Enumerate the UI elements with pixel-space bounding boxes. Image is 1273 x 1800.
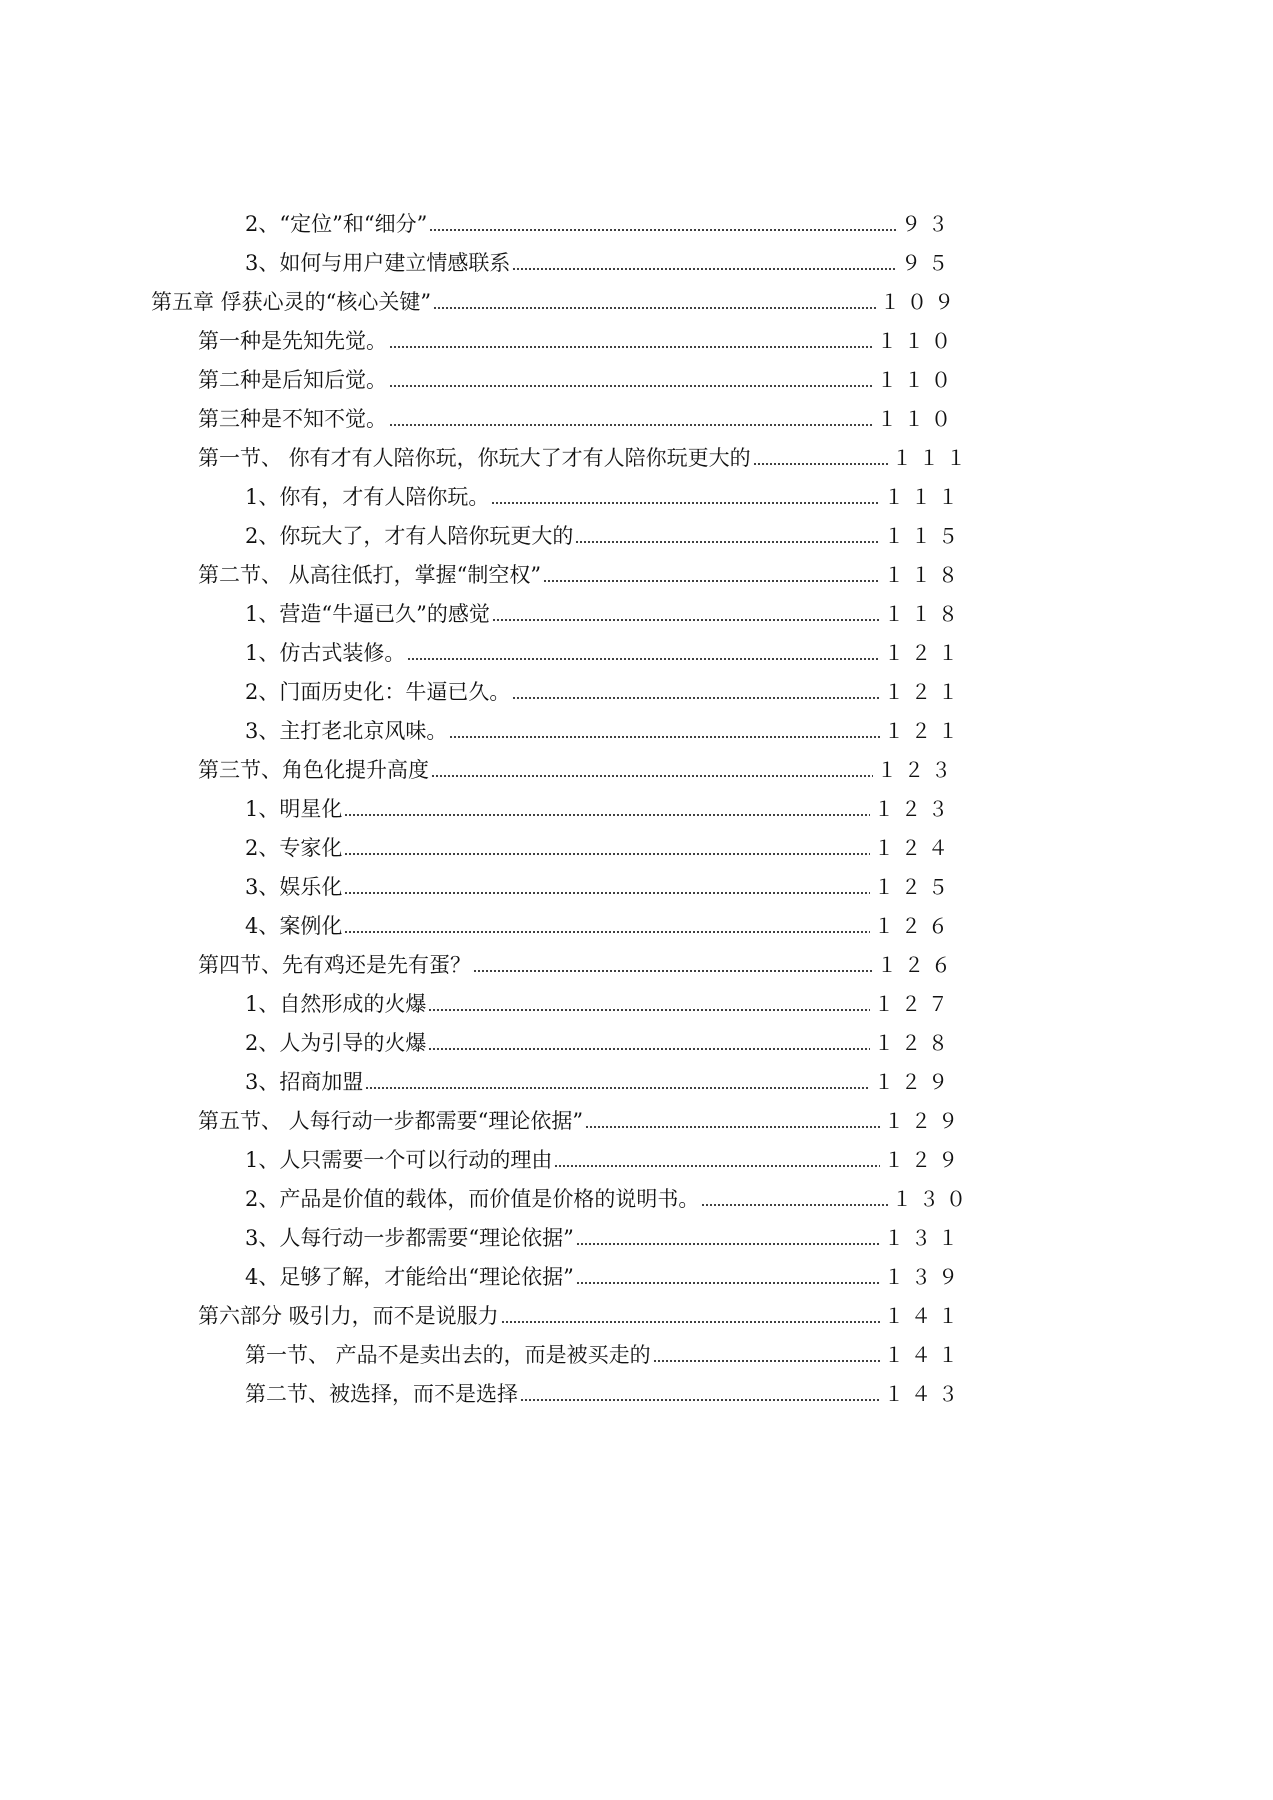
dot-leader <box>428 1009 870 1011</box>
toc-page-number: １４１ <box>884 1304 965 1328</box>
dot-leader <box>389 385 873 387</box>
toc-entry[interactable] <box>245 244 955 278</box>
dot-leader <box>520 1399 880 1401</box>
dot-leader <box>512 268 897 270</box>
dot-leader <box>576 1243 880 1245</box>
dot-leader <box>491 502 880 504</box>
toc-entry-title: 4、案例化 <box>245 914 343 938</box>
toc-entry[interactable] <box>198 556 965 590</box>
toc-entry-title: 4、足够了解，才能给出“理论依据” <box>245 1265 574 1289</box>
toc-entry-title: 第二节、被选择，而不是选择 <box>245 1382 518 1406</box>
toc-page-number: １１５ <box>884 524 965 548</box>
toc-entry[interactable] <box>245 517 965 551</box>
toc-entry-title: 2、人为引导的火爆 <box>245 1031 427 1055</box>
toc-page-number: １１８ <box>884 563 965 587</box>
dot-leader <box>701 1204 888 1206</box>
toc-page-number: １２１ <box>884 641 965 665</box>
toc-entry[interactable] <box>245 1180 973 1214</box>
toc-entry[interactable] <box>198 751 958 785</box>
toc-entry-title: 3、娱乐化 <box>245 875 343 899</box>
toc-entry[interactable] <box>198 946 958 980</box>
toc-page-number: １１０ <box>877 407 958 431</box>
dot-leader <box>575 541 880 543</box>
toc-entry-title: 1、仿古式装修。 <box>245 641 406 665</box>
toc-entry-title: 3、人每行动一步都需要“理论依据” <box>245 1226 574 1250</box>
dot-leader <box>389 346 873 348</box>
toc-entry[interactable] <box>198 322 958 356</box>
toc-entry[interactable] <box>245 907 955 941</box>
toc-page-number: １２９ <box>884 1148 965 1172</box>
toc-entry-title: 第三节、角色化提升高度 <box>198 758 429 782</box>
toc-entry-title: 1、明星化 <box>245 797 343 821</box>
toc-page-number: １１１ <box>892 446 973 470</box>
toc-entry-title: 3、如何与用户建立情感联系 <box>245 251 511 275</box>
toc-entry[interactable] <box>245 712 965 746</box>
toc-page-number: １１１ <box>884 485 965 509</box>
dot-leader <box>753 463 888 465</box>
toc-page-number: １２５ <box>874 875 955 899</box>
dot-leader <box>543 580 880 582</box>
toc-entry-title: 第五章 俘获心灵的“核心关键” <box>151 290 432 314</box>
toc-entry[interactable] <box>245 868 955 902</box>
toc-page-number: １２６ <box>874 914 955 938</box>
toc-page-number: １２１ <box>884 719 965 743</box>
toc-page-number: １１０ <box>877 329 958 353</box>
toc-entry-title: 1、你有，才有人陪你玩。 <box>245 485 490 509</box>
toc-page-number: １０９ <box>880 290 961 314</box>
dot-leader <box>653 1360 880 1362</box>
toc-entry-title: 1、人只需要一个可以行动的理由 <box>245 1148 553 1172</box>
toc-page-number: ９３ <box>901 212 955 236</box>
dot-leader <box>431 775 873 777</box>
dot-leader <box>554 1165 880 1167</box>
toc-page-number: １３０ <box>892 1187 973 1211</box>
toc-entry-title: 第二种是后知后觉。 <box>198 368 387 392</box>
toc-entry-title: 3、主打老北京风味。 <box>245 719 448 743</box>
toc-entry-title: 2、你玩大了，才有人陪你玩更大的 <box>245 524 574 548</box>
toc-entry[interactable] <box>198 400 958 434</box>
toc-page-number: １２４ <box>874 836 955 860</box>
toc-entry-title: 2、“定位”和“细分” <box>245 212 428 236</box>
toc-entry-title: 第一种是先知先觉。 <box>198 329 387 353</box>
toc-entry[interactable] <box>198 361 958 395</box>
toc-entry[interactable] <box>198 1102 965 1136</box>
toc-entry-title: 1、营造“牛逼已久”的感觉 <box>245 602 490 626</box>
toc-page-number: １１８ <box>884 602 965 626</box>
toc-entry-title: 第三种是不知不觉。 <box>198 407 387 431</box>
dot-leader <box>407 658 880 660</box>
toc-page-number: １２６ <box>877 953 958 977</box>
dot-leader <box>585 1126 880 1128</box>
toc-page-number: １２７ <box>874 992 955 1016</box>
toc-entry-title: 第四节、先有鸡还是先有蛋？ <box>198 953 471 977</box>
toc-entry-title: 第五节、 人每行动一步都需要“理论依据” <box>198 1109 584 1133</box>
toc-page-number: １４１ <box>884 1343 965 1367</box>
toc-entry-title: 第六部分 吸引力，而不是说服力 <box>198 1304 499 1328</box>
dot-leader <box>344 814 870 816</box>
dot-leader <box>433 307 876 309</box>
toc-entry[interactable] <box>245 595 965 629</box>
toc-entry[interactable] <box>245 829 955 863</box>
toc-page-number: １３９ <box>884 1265 965 1289</box>
toc-page-number: １２３ <box>874 797 955 821</box>
toc-entry[interactable] <box>245 1219 965 1253</box>
toc-entry[interactable] <box>198 439 973 473</box>
toc-entry[interactable] <box>245 634 965 668</box>
toc-page-number: １２１ <box>884 680 965 704</box>
toc-entry-title: 第一节、 你有才有人陪你玩，你玩大了才有人陪你玩更大的 <box>198 446 751 470</box>
dot-leader <box>501 1321 880 1323</box>
dot-leader <box>492 619 880 621</box>
dot-leader <box>389 424 873 426</box>
toc-entry[interactable] <box>198 1297 965 1331</box>
toc-entry[interactable] <box>245 1063 955 1097</box>
toc-page-number: ９５ <box>901 251 955 275</box>
toc-entry[interactable] <box>245 1258 965 1292</box>
toc-page-number: １２９ <box>884 1109 965 1133</box>
toc-entry-title: 1、自然形成的火爆 <box>245 992 427 1016</box>
toc-entry[interactable] <box>245 1141 965 1175</box>
dot-leader <box>365 1087 870 1089</box>
toc-entry[interactable] <box>245 1336 965 1370</box>
toc-entry[interactable] <box>245 1024 955 1058</box>
toc-entry[interactable] <box>245 790 955 824</box>
toc-entry[interactable] <box>245 205 955 239</box>
toc-page-number: １２９ <box>874 1070 955 1094</box>
dot-leader <box>473 970 873 972</box>
toc-entry[interactable] <box>245 1375 965 1409</box>
dot-leader <box>344 892 870 894</box>
toc-page-number: １３１ <box>884 1226 965 1250</box>
dot-leader <box>344 853 870 855</box>
toc-entry-title: 第一节、 产品不是卖出去的，而是被买走的 <box>245 1343 651 1367</box>
toc-entry-title: 2、专家化 <box>245 836 343 860</box>
dot-leader <box>429 229 897 231</box>
toc-entry-title: 2、产品是价值的载体，而价值是价格的说明书。 <box>245 1187 700 1211</box>
toc-entry-title: 2、门面历史化：牛逼已久。 <box>245 680 511 704</box>
dot-leader <box>428 1048 870 1050</box>
toc-entry[interactable] <box>245 478 965 512</box>
dot-leader <box>576 1282 880 1284</box>
dot-leader <box>449 736 880 738</box>
toc-entry[interactable] <box>245 673 965 707</box>
toc-page-number: １１０ <box>877 368 958 392</box>
toc-page-number: １４３ <box>884 1382 965 1406</box>
dot-leader <box>344 931 870 933</box>
toc-entry[interactable] <box>245 985 955 1019</box>
toc-entry-title: 第二节、 从高往低打，掌握“制空权” <box>198 563 542 587</box>
toc-page-number: １２３ <box>877 758 958 782</box>
toc-page-number: １２８ <box>874 1031 955 1055</box>
dot-leader <box>512 697 880 699</box>
toc-entry[interactable] <box>151 283 961 317</box>
toc-entry-title: 3、招商加盟 <box>245 1070 364 1094</box>
